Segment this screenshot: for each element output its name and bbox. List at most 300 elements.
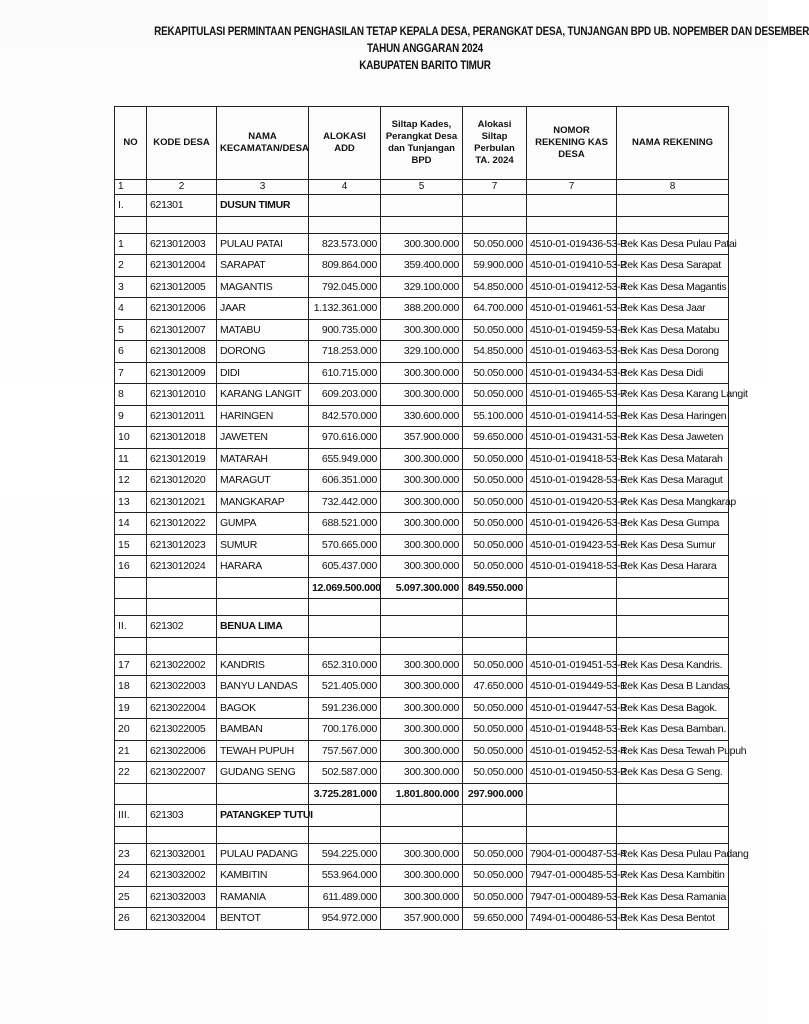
empty-cell [527,637,617,654]
row-alokasi-perbulan: 50.050.000 [463,384,527,406]
row-alokasi-perbulan: 50.050.000 [463,740,527,762]
table-row [115,233,729,255]
row-nama-rekening: Rek Kas Desa Mangkarap [617,491,729,513]
row-siltap: 329.100.000 [381,341,463,363]
row-nama-desa: BANYU LANDAS [217,676,309,698]
row-nama-desa: DORONG [217,341,309,363]
empty-cell [617,805,729,827]
row-nama-desa: MATARAH [217,448,309,470]
row-nomor-rekening: 4510-01-019452-53-4 [527,740,617,762]
row-no: 23 [115,843,147,865]
row-no: 22 [115,762,147,784]
table-row [115,654,729,676]
row-nomor-rekening: 4510-01-019434-53-8 [527,362,617,384]
row-alokasi-perbulan: 50.050.000 [463,233,527,255]
row-alokasi-perbulan: 50.050.000 [463,886,527,908]
row-nomor-rekening: 4510-01-019436-53-8 [527,233,617,255]
table-row [115,427,729,449]
row-alokasi-perbulan: 50.050.000 [463,513,527,535]
table-index-row [115,180,729,195]
row-siltap: 300.300.000 [381,534,463,556]
row-alokasi-perbulan: 59.650.000 [463,908,527,930]
row-nama-desa: SARAPAT [217,255,309,277]
row-nomor-rekening: 4510-01-019414-53-8 [527,405,617,427]
row-nama-desa: MANGKARAP [217,491,309,513]
row-kode-desa: 6213022006 [147,740,217,762]
row-no: 5 [115,319,147,341]
empty-cell [309,216,381,233]
row-siltap: 300.300.000 [381,676,463,698]
row-kode-desa: 6213012021 [147,491,217,513]
row-nomor-rekening: 7947-01-000485-53-7 [527,865,617,887]
row-nama-rekening: Rek Kas Desa Sarapat [617,255,729,277]
row-no: 3 [115,276,147,298]
row-nama-rekening: Rek Kas Desa Maragut [617,470,729,492]
subtotal-row [115,577,729,599]
empty-cell [147,577,217,599]
header-no: NO [115,107,147,180]
row-alokasi-add: 606.351.000 [309,470,381,492]
row-alokasi-add: 652.310.000 [309,654,381,676]
row-siltap: 357.900.000 [381,427,463,449]
row-siltap: 357.900.000 [381,908,463,930]
row-alokasi-add: 594.225.000 [309,843,381,865]
subtotal-perbulan: 849.550.000 [463,577,527,599]
row-alokasi-add: 591.236.000 [309,697,381,719]
row-no: 8 [115,384,147,406]
row-nomor-rekening: 4510-01-019431-53-8 [527,427,617,449]
row-nomor-rekening: 4510-01-019448-53-5 [527,719,617,741]
row-kode-desa: 6213012005 [147,276,217,298]
row-nama-rekening: Rek Kas Desa Matabu [617,319,729,341]
row-nama-desa: PULAU PADANG [217,843,309,865]
table-row [115,405,729,427]
row-alokasi-add: 823.573.000 [309,233,381,255]
section-name: BENUA LIMA [217,616,309,638]
row-kode-desa: 6213032002 [147,865,217,887]
row-alokasi-perbulan: 55.100.000 [463,405,527,427]
row-no: 19 [115,697,147,719]
row-nama-desa: BAMBAN [217,719,309,741]
empty-cell [217,826,309,843]
row-nomor-rekening: 4510-01-019451-53-8 [527,654,617,676]
empty-cell [309,616,381,638]
empty-cell [381,216,463,233]
table-row [115,908,729,930]
row-nomor-rekening: 4510-01-019450-53-2 [527,762,617,784]
row-alokasi-add: 553.964.000 [309,865,381,887]
row-alokasi-add: 521.405.000 [309,676,381,698]
row-alokasi-add: 688.521.000 [309,513,381,535]
row-nama-rekening: Rek Kas Desa Pulau Patai [617,233,729,255]
empty-cell [617,195,729,217]
table-row [115,719,729,741]
row-nomor-rekening: 7904-01-000487-53-4 [527,843,617,865]
row-alokasi-perbulan: 54.850.000 [463,341,527,363]
row-nama-desa: TEWAH PUPUH [217,740,309,762]
row-alokasi-add: 502.587.000 [309,762,381,784]
row-nama-desa: KANDRIS [217,654,309,676]
table-row [115,886,729,908]
empty-cell [463,826,527,843]
row-nama-desa: JAAR [217,298,309,320]
row-alokasi-add: 655.949.000 [309,448,381,470]
row-kode-desa: 6213012006 [147,298,217,320]
empty-cell [381,826,463,843]
row-nama-rekening: Rek Kas Desa Kandris. [617,654,729,676]
row-alokasi-perbulan: 50.050.000 [463,843,527,865]
subtotal-row [115,783,729,805]
row-alokasi-perbulan: 50.050.000 [463,719,527,741]
row-siltap: 300.300.000 [381,513,463,535]
subtotal-perbulan: 297.900.000 [463,783,527,805]
row-nomor-rekening: 4510-01-019428-53-5 [527,470,617,492]
empty-cell [309,826,381,843]
index-cell: 4 [309,180,381,195]
row-no: 24 [115,865,147,887]
row-nomor-rekening: 4510-01-019420-53-7 [527,491,617,513]
row-nomor-rekening: 4510-01-019459-53-6 [527,319,617,341]
row-alokasi-perbulan: 54.850.000 [463,276,527,298]
document-title-block [154,24,809,75]
subtotal-alokasi-add: 3.725.281.000 [309,783,381,805]
empty-cell [617,826,729,843]
row-no: 26 [115,908,147,930]
row-alokasi-add: 609.203.000 [309,384,381,406]
row-kode-desa: 6213032004 [147,908,217,930]
row-alokasi-add: 718.253.000 [309,341,381,363]
empty-cell [115,577,147,599]
table-header-row [115,107,729,180]
row-siltap: 300.300.000 [381,556,463,578]
row-alokasi-perbulan: 50.050.000 [463,362,527,384]
row-siltap: 300.300.000 [381,448,463,470]
row-kode-desa: 6213022004 [147,697,217,719]
row-siltap: 300.300.000 [381,384,463,406]
table-row [115,556,729,578]
row-alokasi-perbulan: 59.650.000 [463,427,527,449]
empty-cell [147,783,217,805]
row-nomor-rekening: 4510-01-019426-53-3 [527,513,617,535]
row-nomor-rekening: 7947-01-000489-53-6 [527,886,617,908]
row-siltap: 300.300.000 [381,886,463,908]
row-no: 9 [115,405,147,427]
row-kode-desa: 6213012009 [147,362,217,384]
row-alokasi-add: 610.715.000 [309,362,381,384]
empty-cell [527,805,617,827]
empty-cell [381,616,463,638]
row-nama-rekening: Rek Kas Desa Pulau Padang [617,843,729,865]
row-kode-desa: 6213012022 [147,513,217,535]
recap-table [114,106,749,930]
empty-cell [463,805,527,827]
table-row [115,740,729,762]
row-nama-desa: KAMBITIN [217,865,309,887]
empty-cell [381,599,463,616]
row-nomor-rekening: 4510-01-019418-53-0 [527,556,617,578]
row-alokasi-perbulan: 50.050.000 [463,762,527,784]
empty-cell [115,599,147,616]
empty-cell [309,195,381,217]
row-alokasi-perbulan: 50.050.000 [463,654,527,676]
empty-cell [115,826,147,843]
blank-row [115,826,729,843]
table-row [115,298,729,320]
row-nama-desa: GUMPA [217,513,309,535]
row-no: 4 [115,298,147,320]
empty-cell [527,826,617,843]
row-no: 13 [115,491,147,513]
empty-cell [463,616,527,638]
blank-row [115,599,729,616]
row-nama-desa: PULAU PATAI [217,233,309,255]
row-no: 17 [115,654,147,676]
row-no: 21 [115,740,147,762]
section-no: I. [115,195,147,217]
row-alokasi-perbulan: 50.050.000 [463,865,527,887]
row-nama-desa: MAGANTIS [217,276,309,298]
row-nama-rekening: Rek Kas Desa Gumpa [617,513,729,535]
row-kode-desa: 6213012008 [147,341,217,363]
row-nama-rekening: Rek Kas Desa Matarah [617,448,729,470]
row-no: 12 [115,470,147,492]
row-nama-rekening: Rek Kas Desa G Seng. [617,762,729,784]
empty-cell [617,216,729,233]
section-row [115,616,729,638]
row-alokasi-add: 757.567.000 [309,740,381,762]
row-alokasi-perbulan: 64.700.000 [463,298,527,320]
empty-cell [617,599,729,616]
table-row [115,534,729,556]
empty-cell [463,599,527,616]
row-alokasi-perbulan: 50.050.000 [463,491,527,513]
empty-cell [527,216,617,233]
empty-cell [381,195,463,217]
header-siltap: Siltap Kades, Perangkat Desa dan Tunjangan BPD [381,107,463,180]
row-no: 15 [115,534,147,556]
table-row [115,843,729,865]
table-row [115,255,729,277]
row-nomor-rekening: 4510-01-019461-53-3 [527,298,617,320]
header-kode-desa: KODE DESA [147,107,217,180]
row-nama-desa: BAGOK [217,697,309,719]
row-alokasi-add: 570.665.000 [309,534,381,556]
row-kode-desa: 6213012018 [147,427,217,449]
row-kode-desa: 6213012023 [147,534,217,556]
row-nama-desa: KARANG LANGIT [217,384,309,406]
index-cell: 7 [463,180,527,195]
row-kode-desa: 6213012010 [147,384,217,406]
row-no: 25 [115,886,147,908]
row-kode-desa: 6213022005 [147,719,217,741]
row-siltap: 359.400.000 [381,255,463,277]
empty-cell [463,195,527,217]
table-row [115,470,729,492]
row-kode-desa: 6213032003 [147,886,217,908]
row-nomor-rekening: 4510-01-019418-53-8 [527,448,617,470]
row-kode-desa: 6213022007 [147,762,217,784]
empty-cell [463,637,527,654]
table-row [115,676,729,698]
header-alokasi-add: ALOKASI ADD [309,107,381,180]
row-nama-desa: RAMANIA [217,886,309,908]
row-kode-desa: 6213022002 [147,654,217,676]
empty-cell [217,216,309,233]
empty-cell [463,216,527,233]
header-nomor-rekening: NOMOR REKENING KAS DESA [527,107,617,180]
empty-cell [147,216,217,233]
empty-cell [527,783,617,805]
row-alokasi-perbulan: 50.050.000 [463,448,527,470]
empty-cell [115,783,147,805]
empty-cell [527,577,617,599]
table-row [115,276,729,298]
row-nama-rekening: Rek Kas Desa Tewah Pupuh [617,740,729,762]
header-alokasi-perbulan: Alokasi Siltap Perbulan TA. 2024 [463,107,527,180]
row-alokasi-add: 970.616.000 [309,427,381,449]
row-nomor-rekening: 7494-01-000486-53-8 [527,908,617,930]
blank-row [115,216,729,233]
empty-cell [115,637,147,654]
empty-cell [217,577,309,599]
row-siltap: 300.300.000 [381,470,463,492]
row-kode-desa: 6213012024 [147,556,217,578]
empty-cell [217,783,309,805]
row-kode-desa: 6213012004 [147,255,217,277]
row-no: 2 [115,255,147,277]
row-siltap: 330.600.000 [381,405,463,427]
row-siltap: 300.300.000 [381,740,463,762]
row-nama-rekening: Rek Kas Desa Didi [617,362,729,384]
empty-cell [217,599,309,616]
table-row [115,865,729,887]
index-cell: 2 [147,180,217,195]
row-nama-rekening: Rek Kas Desa Jaar [617,298,729,320]
section-row [115,195,729,217]
row-alokasi-add: 700.176.000 [309,719,381,741]
row-alokasi-add: 1.132.361.000 [309,298,381,320]
section-kode: 621302 [147,616,217,638]
row-no: 10 [115,427,147,449]
index-cell: 8 [617,180,729,195]
header-nama-rekening: NAMA REKENING [617,107,729,180]
section-name: DUSUN TIMUR [217,195,309,217]
row-alokasi-perbulan: 50.050.000 [463,534,527,556]
subtotal-siltap: 5.097.300.000 [381,577,463,599]
table-row [115,319,729,341]
recap-table-container [114,106,749,930]
row-nama-rekening: Rek Kas Desa Sumur [617,534,729,556]
row-kode-desa: 6213032001 [147,843,217,865]
row-no: 16 [115,556,147,578]
empty-cell [147,637,217,654]
row-nama-rekening: Rek Kas Desa Magantis [617,276,729,298]
row-nama-rekening: Rek Kas Desa Haringen [617,405,729,427]
section-no: II. [115,616,147,638]
table-row [115,697,729,719]
row-nama-rekening: Rek Kas Desa Ramania [617,886,729,908]
empty-cell [309,599,381,616]
row-nomor-rekening: 4510-01-019410-53-2 [527,255,617,277]
row-no: 7 [115,362,147,384]
row-kode-desa: 6213012007 [147,319,217,341]
section-kode: 621303 [147,805,217,827]
index-cell: 3 [217,180,309,195]
index-cell: 7 [527,180,617,195]
table-row [115,384,729,406]
empty-cell [617,637,729,654]
empty-cell [147,826,217,843]
row-kode-desa: 6213012020 [147,470,217,492]
row-siltap: 300.300.000 [381,654,463,676]
row-nomor-rekening: 4510-01-019423-53-5 [527,534,617,556]
row-kode-desa: 6213012003 [147,233,217,255]
row-siltap: 300.300.000 [381,319,463,341]
row-siltap: 300.300.000 [381,719,463,741]
row-nama-desa: BENTOT [217,908,309,930]
subtotal-siltap: 1.801.800.000 [381,783,463,805]
row-nama-rekening: Rek Kas Desa B Landas. [617,676,729,698]
empty-cell [527,599,617,616]
row-nama-rekening: Rek Kas Desa Kambitin [617,865,729,887]
section-name: PATANGKEP TUTUI [217,805,309,827]
row-siltap: 329.100.000 [381,276,463,298]
row-kode-desa: 6213012019 [147,448,217,470]
row-alokasi-add: 842.570.000 [309,405,381,427]
row-alokasi-add: 900.735.000 [309,319,381,341]
row-alokasi-perbulan: 50.050.000 [463,470,527,492]
row-alokasi-perbulan: 59.900.000 [463,255,527,277]
row-nomor-rekening: 4510-01-019447-53-9 [527,697,617,719]
row-no: 20 [115,719,147,741]
document-regency: KABUPATEN BARITO TIMUR [359,60,491,72]
table-row [115,513,729,535]
empty-cell [617,577,729,599]
row-siltap: 300.300.000 [381,491,463,513]
empty-cell [309,637,381,654]
subtotal-alokasi-add: 12.069.500.000 [309,577,381,599]
row-nama-desa: MATABU [217,319,309,341]
row-nama-desa: GUDANG SENG [217,762,309,784]
row-nama-desa: MARAGUT [217,470,309,492]
row-siltap: 300.300.000 [381,865,463,887]
row-nama-desa: HARARA [217,556,309,578]
index-cell: 1 [115,180,147,195]
empty-cell [147,599,217,616]
row-nomor-rekening: 4510-01-019412-53-4 [527,276,617,298]
header-nama-kecamatan-desa: NAMA KECAMATAN/DESA [217,107,309,180]
empty-cell [309,805,381,827]
row-nama-desa: DIDI [217,362,309,384]
row-nama-rekening: Rek Kas Desa Harara [617,556,729,578]
empty-cell [617,616,729,638]
row-siltap: 300.300.000 [381,233,463,255]
empty-cell [381,805,463,827]
empty-cell [115,216,147,233]
row-nama-rekening: Rek Kas Desa Karang Langit [617,384,729,406]
row-nama-desa: HARINGEN [217,405,309,427]
row-nama-rekening: Rek Kas Desa Bamban. [617,719,729,741]
row-siltap: 300.300.000 [381,697,463,719]
row-nama-rekening: Rek Kas Desa Bagok. [617,697,729,719]
row-no: 18 [115,676,147,698]
table-row [115,448,729,470]
empty-cell [617,783,729,805]
row-no: 6 [115,341,147,363]
row-no: 11 [115,448,147,470]
row-no: 1 [115,233,147,255]
row-alokasi-perbulan: 50.050.000 [463,556,527,578]
